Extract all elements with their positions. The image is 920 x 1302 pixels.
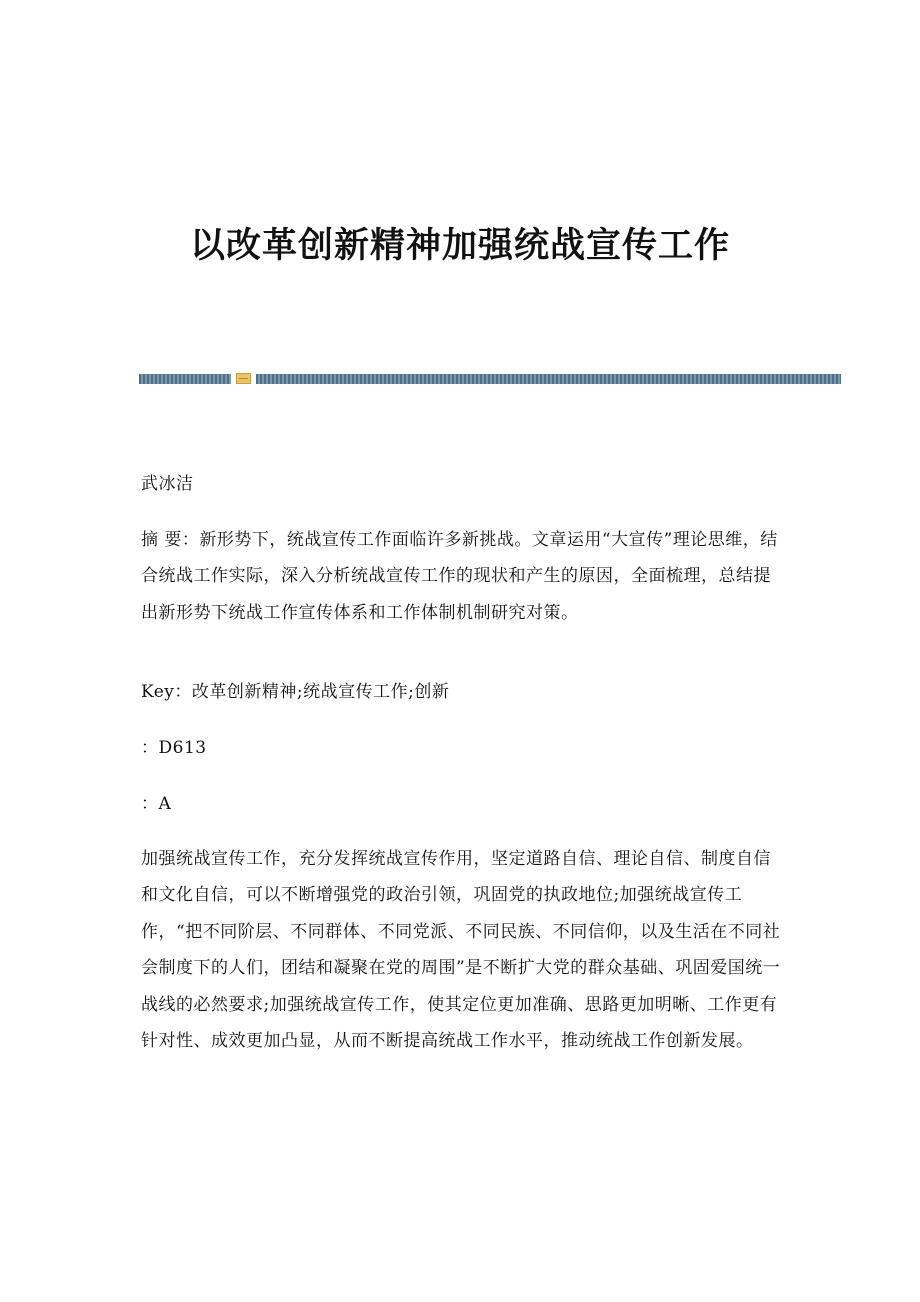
body-paragraph: 加强统战宣传工作，充分发挥统战宣传作用，坚定道路自信、理论自信、制度自信和文化自信，可以不断增强党的政治引领，巩固党的执政地位;加强统战宣传工作，“把不同阶层、不同群体、不同党派、不同民族、不同信仰，以及生活在不同社会制度下的人们，团结和凝聚在党的周围”是不断扩大党的群众基础、巩固爱国统一战线的必然要求;加强统战宣传工作，使其定位更加准确、思路更加明晰、工作更有针对性、成效更加凸显，从而不断提高统战工作水平，推动统战工作创新发展。 — [141, 849, 781, 1052]
title-divider-left — [139, 374, 231, 384]
document-title: 以改革创新精神加强统战宣传工作 — [189, 225, 730, 266]
author-name: 武冰洁 — [141, 474, 194, 494]
document-code: ：A — [141, 794, 172, 814]
keywords: Key：改革创新精神;统战宣传工作;创新 — [141, 682, 450, 702]
abstract — [141, 522, 781, 631]
classification-number: ：D613 — [141, 738, 207, 758]
abstract-label: 摘 要： — [141, 530, 200, 550]
divider-ornament-icon — [236, 373, 251, 384]
abstract-text: 新形势下，统战宣传工作面临许多新挑战。文章运用“大宣传”理论思维，结合统战工作实际，深入分析统战宣传工作的现状和产生的原因，全面梳理，总结提出新形势下统战工作宣传体系和工作体制机制研究对策。 — [141, 530, 778, 623]
title-divider-right — [256, 374, 841, 384]
